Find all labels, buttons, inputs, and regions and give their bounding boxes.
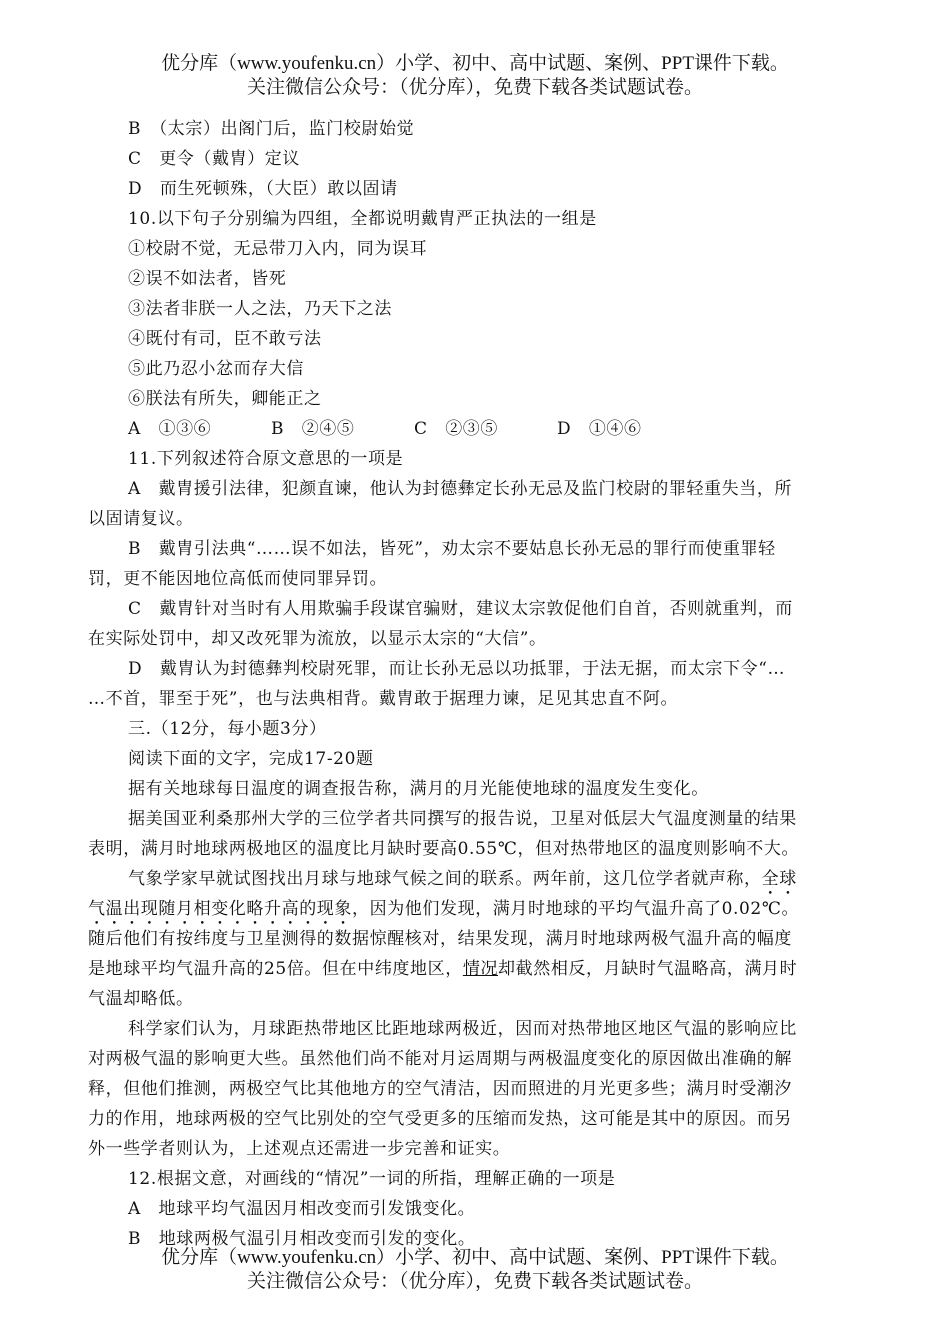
q11-option-a-line-1: A 戴胄援引法律，犯颜直谏，他认为封德彝定长孙无忌及监门校尉的罪轻重失当，所 <box>128 479 793 499</box>
q10-item-4: ④既付有司，臣不敢亏法 <box>128 329 322 349</box>
q9-option-b: B （太宗）出阁门后，监门校尉始觉 <box>128 119 415 139</box>
q11-option-a-line-2: 以固请复议。 <box>88 509 194 529</box>
passage-paragraph-4-line-2: 对两极气温的影响更大些。虽然他们尚不能对月运周期与两极温度变化的原因做出准确的解 <box>88 1049 792 1069</box>
q12-option-a: A 地球平均气温因月相改变而引发饿变化。 <box>128 1199 476 1219</box>
page-header <box>0 52 950 100</box>
q11-option-b-line-2: 罚，更不能因地位高低而使同罪异罚。 <box>88 569 388 589</box>
passage-paragraph-4-line-5: 外一些学者则认为，上述观点还需进一步完善和证实。 <box>88 1139 511 1159</box>
passage-paragraph-3-line-1 <box>88 864 862 894</box>
passage-paragraph-2-line-2: 表明，满月时地球两极地区的温度比月缺时要高0.55℃，但对热带地区的温度则影响不大。 <box>88 839 800 859</box>
passage-paragraph-1: 据有关地球每日温度的调查报告称，满月的月光能使地球的温度发生变化。 <box>128 779 709 799</box>
q10-option-d: D ①④⑥ <box>557 419 642 439</box>
passage-paragraph-4-line-1: 科学家们认为，月球距热带地区比距地球两极近，因而对热带地区地区气温的影响应比 <box>128 1019 797 1039</box>
q11-option-c-line-1: C 戴胄针对当时有人用欺骗手段谋官骗财，建议太宗敦促他们自首，否则就重判，而 <box>128 599 793 619</box>
q11-option-d-line-2: …不首，罪至于死”，也与法典相背。戴胄敢于据理力谏，足见其忠直不阿。 <box>88 689 679 709</box>
q10-option-a: A ①③⑥ <box>128 419 212 439</box>
footer-line-2: 关注微信公众号：（优分库），免费下载各类试题试卷。 <box>246 1271 703 1292</box>
q10-item-1: ①校尉不觉，无忌带刀入内，同为误耳 <box>128 239 428 259</box>
q10-option-b: B ②④⑤ <box>271 419 355 439</box>
question-11: 11.下列叙述符合原文意思的一项是 <box>128 449 404 469</box>
p3-text: ，因为他们发现，满月时地球的平均气温升高了0.02℃。 <box>352 899 800 919</box>
q10-item-5: ⑤此乃忍小忿而存大信 <box>128 359 304 379</box>
p3-text: 气象学家早就试图找出月球与地球气候之间的联系。两年前，这几位学者就声称， <box>128 869 762 889</box>
q10-option-c: C ②③⑤ <box>414 419 499 439</box>
q10-item-2: ②误不如法者，皆死 <box>128 269 287 289</box>
section-3-instruction: 阅读下面的文字，完成17-20题 <box>128 749 374 769</box>
passage-paragraph-3-line-3: 随后他们有按纬度与卫星测得的数据惊醒核对，结果发现，满月时地球两极气温升高的幅度 <box>88 929 792 949</box>
p3-text: 是地球平均气温升高的25倍。但在中纬度地区， <box>88 959 463 979</box>
underlined-term-qingkuang: 情况 <box>462 959 499 979</box>
section-3-heading: 三.（12分，每小题3分） <box>128 719 327 739</box>
question-10: 10.以下句子分别编为四组，全都说明戴胄严正执法的一组是 <box>128 209 597 229</box>
header-line-2: 关注微信公众号：（优分库），免费下载各类试题试卷。 <box>246 77 703 98</box>
q12-option-b: B 地球两极气温引月相改变而引发的变化。 <box>128 1229 476 1249</box>
footer-line-1: 优分库（www.youfenku.cn）小学、初中、高中试题、案例、PPT课件下载。 <box>161 1247 789 1268</box>
passage-paragraph-3-line-2 <box>88 894 862 924</box>
p3-emphasized-text-b: 气温出现随月相变化略升高的现象 <box>88 899 352 919</box>
header-line-1: 优分库（www.youfenku.cn）小学、初中、高中试题、案例、PPT课件下载。 <box>161 53 789 74</box>
p3-emphasized-text-a: 全球 <box>761 869 797 889</box>
q11-option-b-line-1: B 戴胄引法典“……误不如法，皆死”，劝太宗不要姑息长孙无忌的罪行而使重罪轻 <box>128 539 776 559</box>
question-12: 12.根据文意，对画线的“情况”一词的所指，理解正确的一项是 <box>128 1169 616 1189</box>
page-footer <box>0 1246 950 1294</box>
passage-paragraph-4-line-4: 力的作用，地球两极的空气比别处的空气受更多的压缩而发热，这可能是其中的原因。而另 <box>88 1109 792 1129</box>
q9-option-c: C 更令（戴胄）定议 <box>128 149 301 169</box>
document-body <box>88 114 862 1254</box>
q9-option-d: D 而生死顿殊，（大臣）敢以固请 <box>128 179 398 199</box>
q10-item-3: ③法者非朕一人之法，乃天下之法 <box>128 299 392 319</box>
q11-option-d-line-1: D 戴胄认为封德彝判校尉死罪，而让长孙无忌以功抵罪，于法无据，而太宗下令“… <box>128 659 786 679</box>
passage-paragraph-3-line-5: 气温却略低。 <box>88 989 194 1009</box>
p3-text: 却截然相反，月缺时气温略高，满月时 <box>498 959 798 979</box>
q10-options <box>88 414 862 444</box>
passage-paragraph-3-line-4 <box>88 954 862 984</box>
passage-paragraph-4-line-3: 释，但他们推测，两极空气比其他地方的空气清洁，因而照进的月光更多些；满月时受潮汐 <box>88 1079 792 1099</box>
q11-option-c-line-2: 在实际处罚中，却又改死罪为流放，以显示太宗的“大信”。 <box>88 629 547 649</box>
passage-paragraph-2-line-1: 据美国亚利桑那州大学的三位学者共同撰写的报告说，卫星对低层大气温度测量的结果 <box>128 809 797 829</box>
q10-item-6: ⑥朕法有所失，卿能正之 <box>128 389 322 409</box>
